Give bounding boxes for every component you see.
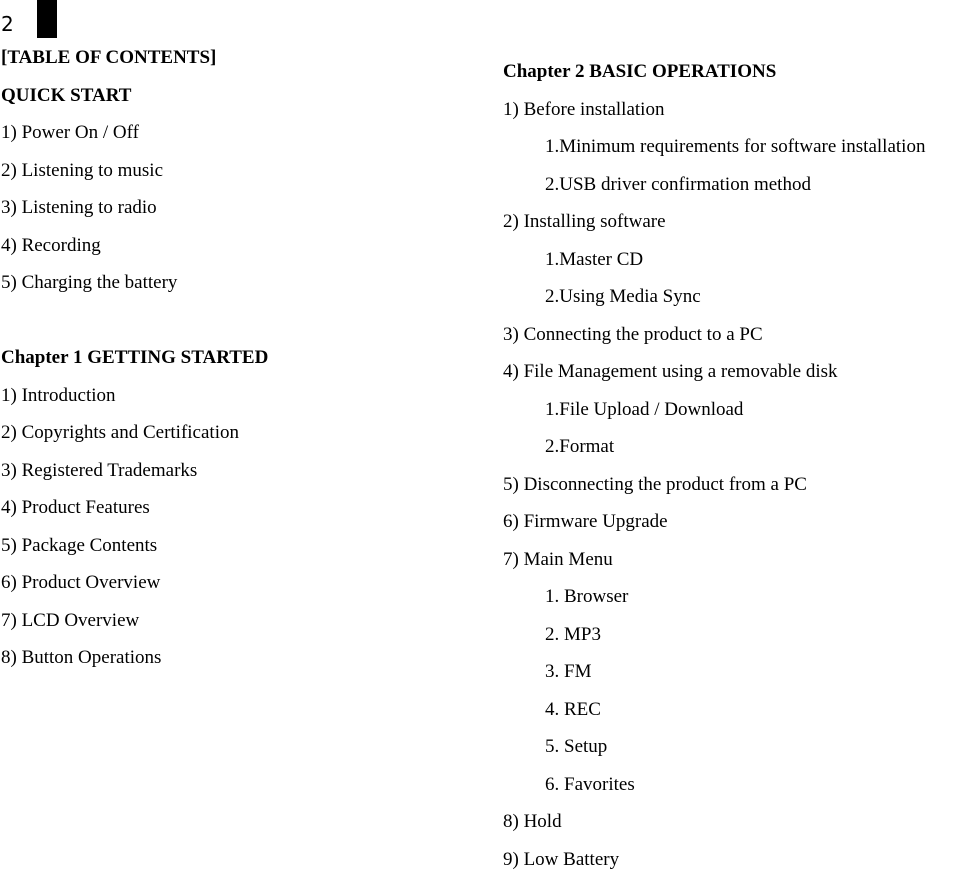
toc-subitem-chapter2-4-1[interactable]: 1.File Upload / Download xyxy=(545,399,744,420)
toc-item-chapter2-7[interactable]: 7) Main Menu xyxy=(503,549,613,570)
toc-item-quick-start-5[interactable]: 5) Charging the battery xyxy=(1,272,178,293)
toc-item-chapter2-3[interactable]: 3) Connecting the product to a PC xyxy=(503,324,763,345)
toc-subitem-chapter2-7-4[interactable]: 4. REC xyxy=(545,699,601,720)
toc-item-chapter1-4[interactable]: 4) Product Features xyxy=(1,497,150,518)
toc-subitem-chapter2-7-2[interactable]: 2. MP3 xyxy=(545,624,601,645)
toc-subitem-chapter2-7-6[interactable]: 6. Favorites xyxy=(545,774,635,795)
toc-subitem-chapter2-7-3[interactable]: 3. FM xyxy=(545,661,592,682)
toc-item-chapter2-2[interactable]: 2) Installing software xyxy=(503,211,666,232)
quick-start-heading: QUICK START xyxy=(1,85,132,106)
toc-item-quick-start-1[interactable]: 1) Power On / Off xyxy=(1,122,139,143)
toc-item-chapter1-3[interactable]: 3) Registered Trademarks xyxy=(1,460,198,481)
toc-item-chapter2-8[interactable]: 8) Hold xyxy=(503,811,562,832)
page-number: 2 xyxy=(1,12,14,36)
toc-item-chapter1-6[interactable]: 6) Product Overview xyxy=(1,572,161,593)
page-tab-marker xyxy=(37,0,57,38)
toc-item-chapter1-7[interactable]: 7) LCD Overview xyxy=(1,610,140,631)
toc-item-quick-start-3[interactable]: 3) Listening to radio xyxy=(1,197,157,218)
toc-subitem-chapter2-7-5[interactable]: 5. Setup xyxy=(545,736,608,757)
toc-item-chapter1-1[interactable]: 1) Introduction xyxy=(1,385,116,406)
chapter1-heading: Chapter 1 GETTING STARTED xyxy=(1,347,269,368)
toc-item-chapter2-9[interactable]: 9) Low Battery xyxy=(503,849,620,870)
toc-subitem-chapter2-1-2[interactable]: 2.USB driver confirmation method xyxy=(545,174,811,195)
toc-item-chapter1-5[interactable]: 5) Package Contents xyxy=(1,535,158,556)
toc-subitem-chapter2-2-2[interactable]: 2.Using Media Sync xyxy=(545,286,701,307)
toc-item-quick-start-4[interactable]: 4) Recording xyxy=(1,235,101,256)
toc-item-chapter2-4[interactable]: 4) File Management using a removable disk xyxy=(503,361,838,382)
toc-item-chapter1-8[interactable]: 8) Button Operations xyxy=(1,647,162,668)
chapter2-heading: Chapter 2 BASIC OPERATIONS xyxy=(503,61,777,82)
toc-item-chapter1-2[interactable]: 2) Copyrights and Certification xyxy=(1,422,239,443)
toc-subitem-chapter2-2-1[interactable]: 1.Master CD xyxy=(545,249,644,270)
toc-item-chapter2-5[interactable]: 5) Disconnecting the product from a PC xyxy=(503,474,807,495)
toc-subitem-chapter2-1-1[interactable]: 1.Minimum requirements for software installation xyxy=(545,136,926,157)
toc-item-chapter2-6[interactable]: 6) Firmware Upgrade xyxy=(503,511,668,532)
toc-subitem-chapter2-4-2[interactable]: 2.Format xyxy=(545,436,615,457)
toc-subitem-chapter2-7-1[interactable]: 1. Browser xyxy=(545,586,629,607)
toc-item-chapter2-1[interactable]: 1) Before installation xyxy=(503,99,665,120)
toc-item-quick-start-2[interactable]: 2) Listening to music xyxy=(1,160,164,181)
toc-heading: [TABLE OF CONTENTS] xyxy=(1,47,217,68)
